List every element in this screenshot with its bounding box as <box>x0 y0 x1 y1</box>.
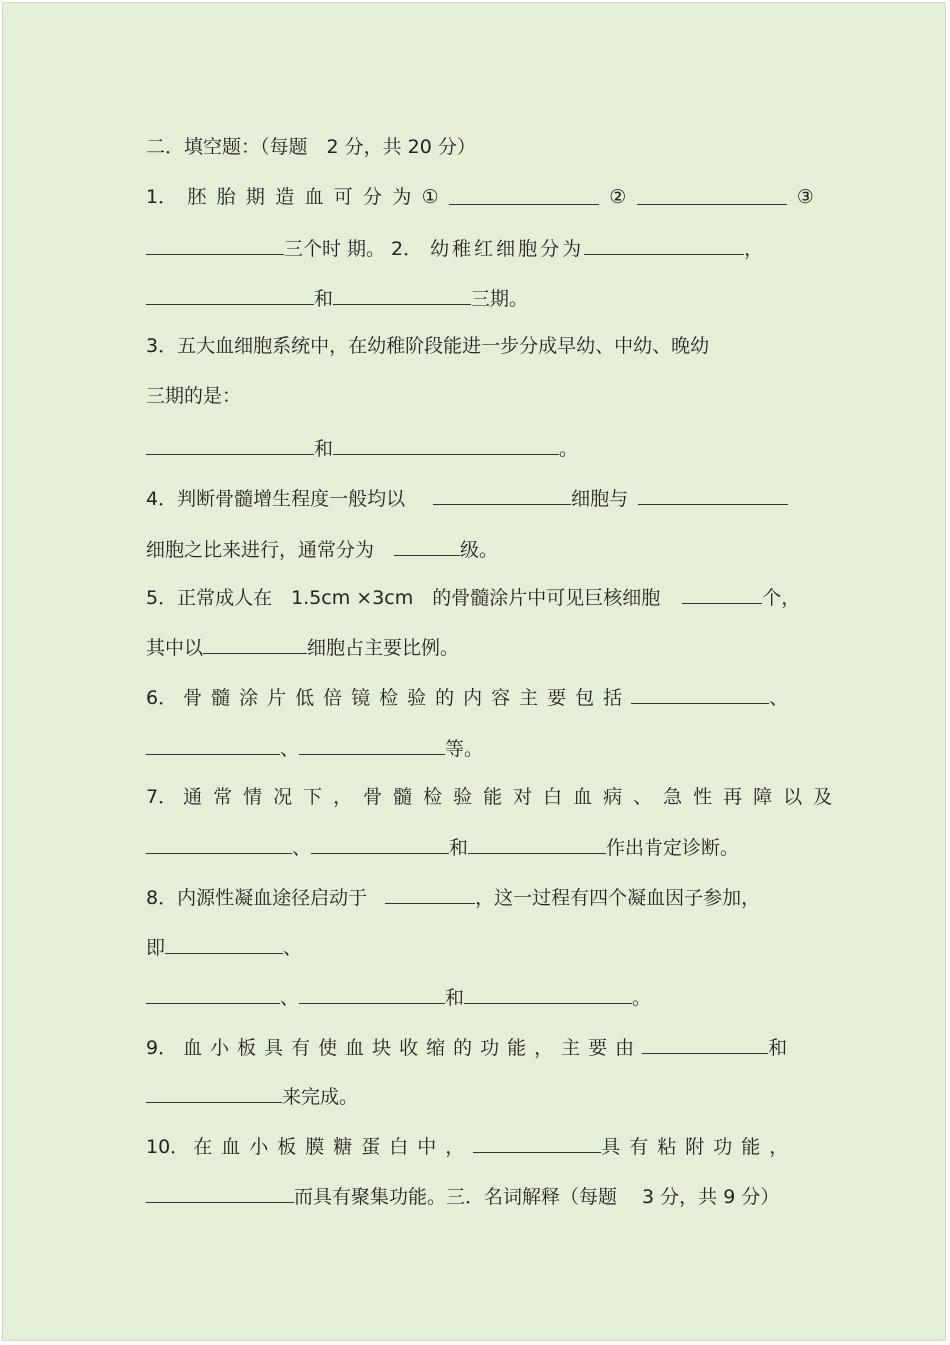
blank[interactable] <box>433 484 571 505</box>
question-7-line-1: 7． 通常情况下，骨髓检验能对白血病、急性再障以及 <box>146 786 844 808</box>
question-9-line-1: 9． 血小板具有使血块收缩的功能，主要由 和 <box>146 1033 787 1061</box>
question-10-line-2: 而具有聚集功能。三．名词解释（每题 3 分，共 9 分） <box>146 1182 779 1210</box>
blank[interactable] <box>449 184 599 205</box>
question-7-line-2: 、 和 作出肯定诊断。 <box>146 833 739 861</box>
question-6-line-1: 6． 骨髓涂片低倍镜检验的内容主要包括 、 <box>146 683 788 711</box>
blank[interactable] <box>333 284 471 305</box>
question-1-2-line: 三个时 期。 2． 幼稚红细胞分为 ， <box>146 234 763 262</box>
blank[interactable] <box>631 683 769 704</box>
question-2-line-2: 和 三期。 <box>146 284 528 312</box>
blank[interactable] <box>165 933 283 954</box>
q1-char: 胚 <box>187 186 207 208</box>
question-1-line-1: 1． 胚 胎 期 造 血 可 分 为 ① ② ③ <box>146 186 814 208</box>
q1-char: 造 <box>275 186 295 208</box>
blank[interactable] <box>299 983 445 1004</box>
question-5-line-2: 其中以 细胞占主要比例。 <box>146 633 459 661</box>
question-5-line-1: 5．正常成人在 1.5cm ×3cm 的骨髓涂片中可见巨核细胞 个， <box>146 583 800 611</box>
question-9-line-2: 来完成。 <box>146 1082 358 1110</box>
q1-char: 胎 <box>216 186 236 208</box>
blank[interactable] <box>146 734 280 755</box>
question-8-line-2: 即 、 <box>146 933 302 961</box>
blank[interactable] <box>464 983 632 1004</box>
blank[interactable] <box>333 434 559 455</box>
q1-char: 可 <box>333 186 353 208</box>
q1-char: 血 <box>304 186 324 208</box>
q1-char: 为 <box>392 186 412 208</box>
blank[interactable] <box>394 535 460 556</box>
blank[interactable] <box>584 234 744 255</box>
exam-page <box>2 2 946 1341</box>
blank[interactable] <box>642 1033 768 1054</box>
blank[interactable] <box>146 1082 282 1103</box>
question-6-line-2: 、 等。 <box>146 734 483 762</box>
blank[interactable] <box>146 434 314 455</box>
q1-char: 期 <box>245 186 265 208</box>
blank[interactable] <box>637 184 787 205</box>
blank[interactable] <box>203 633 307 654</box>
blank[interactable] <box>146 983 280 1004</box>
section-2-header: 二．填空题：（每题 2 分，共 20 分） <box>146 136 476 158</box>
blank[interactable] <box>473 1132 601 1153</box>
question-10-line-1: 10． 在血小板膜糖蛋白中， 具有粘附功能， <box>146 1132 797 1160</box>
question-4-line-1: 4．判断骨髓增生程度一般均以 细胞与 <box>146 484 788 512</box>
question-3-line-3: 和 。 <box>146 434 578 462</box>
blank[interactable] <box>385 883 475 904</box>
blank[interactable] <box>146 234 284 255</box>
question-3-line-2: 三期的是： <box>146 385 242 407</box>
blank[interactable] <box>146 833 292 854</box>
blank[interactable] <box>638 484 788 505</box>
blank[interactable] <box>299 734 445 755</box>
blank[interactable] <box>311 833 449 854</box>
question-8-line-1: 8．内源性凝血途径启动于 ，这一过程有四个凝血因子参加， <box>146 883 760 911</box>
blank[interactable] <box>682 583 762 604</box>
blank[interactable] <box>146 1182 294 1203</box>
blank[interactable] <box>468 833 606 854</box>
question-4-line-2: 细胞之比来进行，通常分为 级。 <box>146 535 498 563</box>
question-3-line-1: 3．五大血细胞系统中，在幼稚阶段能进一步分成早幼、中幼、晚幼 <box>146 335 710 357</box>
q1-char: 分 <box>363 186 383 208</box>
question-8-line-3: 、 和 。 <box>146 983 651 1011</box>
blank[interactable] <box>146 284 314 305</box>
